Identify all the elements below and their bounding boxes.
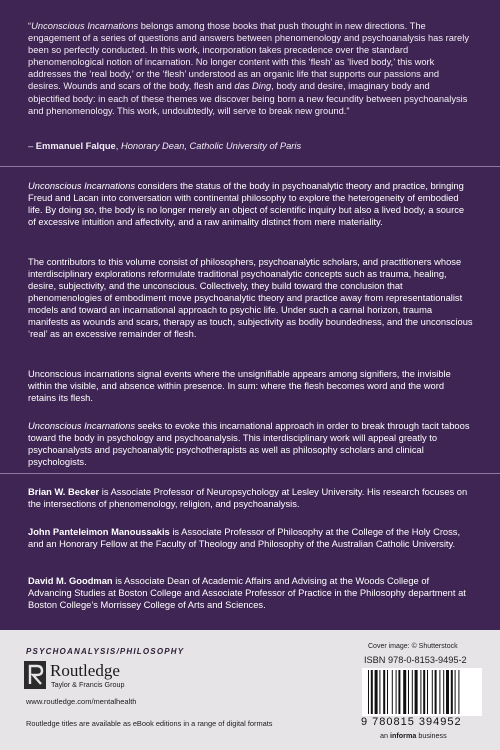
isbn-barcode (362, 668, 482, 716)
attribution-name: Emmanuel Falque (35, 141, 116, 151)
informa-business-mark (380, 731, 447, 740)
attribution-comma: , (115, 141, 121, 151)
routledge-logo-icon (24, 661, 46, 689)
editor-name: Brian W. Becker (28, 487, 100, 497)
divider-top (0, 166, 500, 167)
description-paragraph-1 (28, 180, 474, 228)
editor-name: John Panteleimon Manoussakis (28, 527, 170, 537)
quote-text-part1: belongs among those books that push thought in new directions. The engagement of a series of questions and answers between phenomenology and psychoanalysis has rarely been so perfectly conducted. In this work, incorporation takes precedence over the standard phenomenological notion of incarnation. No longer content with this ‘flesh’ as ‘lived body,’ this work addresses the ‘real body,’ or the ‘flesh’ understood as an organic life that supports our passions and desires. Wounds and scars of the body, flesh and (28, 21, 469, 92)
informa-suffix: business (416, 731, 447, 740)
editor-bio-text: is Associate Professor of Philosophy at the College of the Holy Cross, and an Honorary Fellow at the Faculty of Theology and Philosophy of the Australian Catholic University. (28, 527, 461, 549)
attribution-role: Honorary Dean, Catholic University of Paris (120, 141, 302, 151)
quote-das-ding: das Ding (234, 81, 272, 92)
attribution-dash: – (28, 141, 36, 151)
description-paragraph-1-text: considers the status of the body in psychoanalytic theory and practice, bringing Freud and Lacan into conversation with continental philosophy to explore the heterogeneity of embodied life. By doing so, the body is no longer merely an object of scientific inquiry but also a lived body, a source of excessive intuition and affectivity, and a raw animality distinct from mere materiality. (28, 181, 465, 227)
publisher-footer (0, 630, 500, 750)
publisher-name: Routledge (50, 661, 120, 680)
ebook-note: Routledge titles are available as eBook editions in a range of digital formats (26, 719, 273, 728)
editor-bio-text: is Associate Dean of Academic Affairs and Advising at the Woods College of Advancing Studies at Boston College and Associate Professor of Practice in the Philosophy department at Boston College’s Morrissey College of Arts and Sciences. (28, 576, 466, 610)
description-book-title-2: Unconscious Incarnations (28, 421, 135, 431)
publisher-url[interactable]: www.routledge.com/mentalhealth (26, 697, 137, 706)
quote-attribution (28, 140, 474, 152)
editor-bio-manoussakis (28, 526, 474, 550)
description-paragraph-4-text: seeks to evoke this incarnational approach in order to break through tacit taboos toward the body in psychology and psychoanalysis. This interdisciplinary work will appeal greatly to psychoanalysts and psychoanalytic psychotherapists as well as philosophy scholars and clinical psychologists. (28, 421, 470, 467)
publisher-group: Taylor & Francis Group (51, 680, 125, 689)
barcode-number: 9 780815 394952 (361, 716, 462, 728)
editor-bio-text: is Associate Professor of Neuropsychology at Lesley University. His research focuses on the intersections of phenomenology, religion, and psychoanalysis. (28, 487, 468, 509)
quote-text-part2: , body and desire, imaginary body and objectified body: in each of these themes we discover being born a new fecundity between psychoanalysis and phenomenology. This work, undoubtedly, will serve to break new ground.” (28, 81, 468, 116)
description-book-title: Unconscious Incarnations (28, 181, 135, 191)
editor-bio-becker (28, 486, 474, 510)
subject-category: PSYCHOANALYSIS/PHILOSOPHY (26, 647, 185, 656)
divider-middle (0, 473, 500, 474)
informa-name: informa (390, 731, 417, 740)
description-paragraph-2: The contributors to this volume consist of philosophers, psychoanalytic scholars, and practitioners whose interdisciplinary explorations reformulate traditional psychoanalytic concepts such as trauma, healing, desire, subjectivity, and the unconscious. Collectively, they build toward the conclusion that phenomenologies of embodiment move psychoanalytic theory and practice away from representationalist models and toward an incarnational approach to psychic life. Under such a carnal horizon, trauma manifests as wounds and scars, therapy as touch, subjectivity as bodily boundedness, and the unconscious ‘real’ as an excessive remainder of flesh. (28, 257, 473, 339)
informa-prefix: an (380, 731, 390, 740)
editor-bio-goodman (28, 575, 474, 611)
quote-open-mark: “ (28, 21, 32, 31)
description-paragraph-3: Unconscious incarnations signal events where the unsignifiable appears among signifiers, the invisible within the visible, and absence within presence. In sum: where the flesh becomes word and the word retains its flesh. (28, 369, 451, 403)
quote-book-title: Unconscious Incarnations (31, 21, 139, 31)
description-paragraph-4 (28, 420, 474, 468)
endorsement-quote (28, 20, 474, 117)
isbn-number: ISBN 978-0-8153-9495-2 (364, 655, 467, 665)
editor-name: David M. Goodman (28, 576, 113, 586)
cover-image-credit: Cover image: © Shutterstock (368, 643, 458, 650)
